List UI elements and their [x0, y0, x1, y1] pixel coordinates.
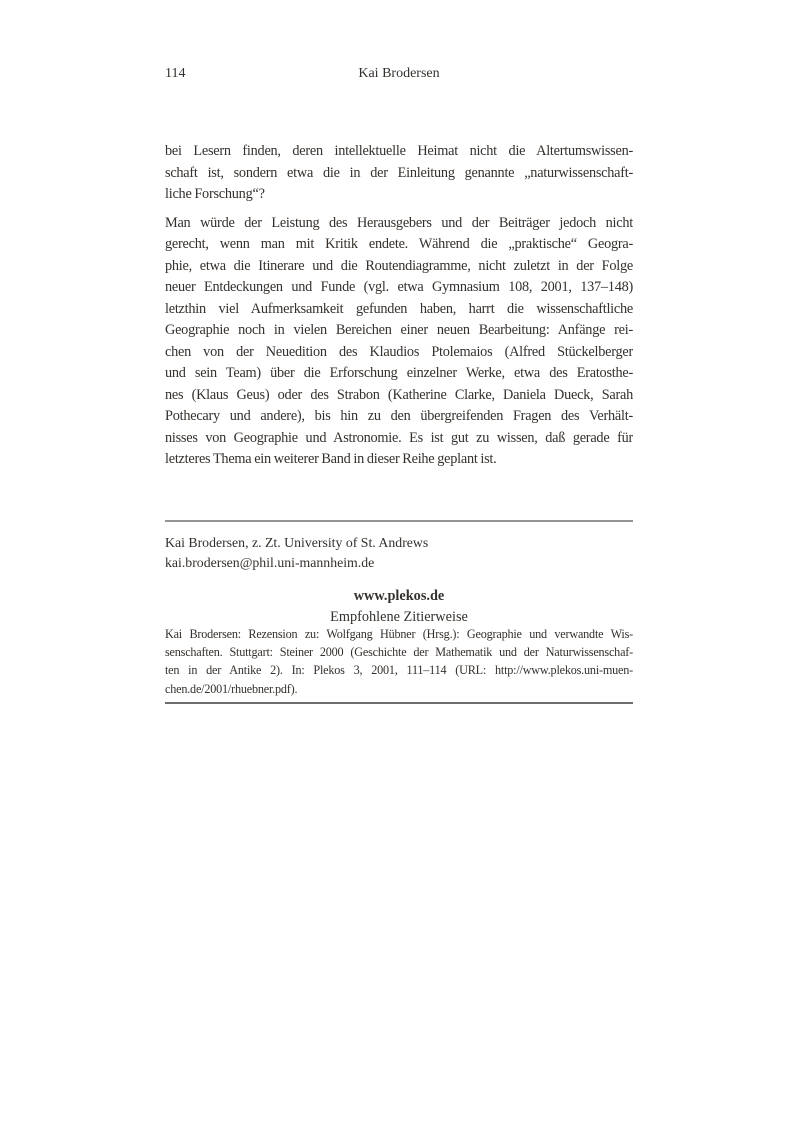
author-affiliation-line: Kai Brodersen, z. Zt. University of St. Andrews — [165, 535, 429, 550]
text-line: Pothecary und andere), bis hin zu den übergreifenden Fragen des Verhält- — [165, 408, 633, 424]
author-email-line: kai.brodersen@phil.uni-mannheim.de — [165, 554, 375, 570]
citation-heading: Empfohlene Zitierweise — [330, 609, 468, 625]
citation-block — [165, 625, 633, 698]
text-line: Geographie noch in vielen Bereichen einer neuen Bearbeitung: Anfänge rei- — [165, 322, 633, 338]
text-line: schaft ist, sondern etwa die in der Einleitung genannte „naturwissenschaft- — [165, 164, 633, 181]
text-line: nisses von Geographie und Astronomie. Es ist gut zu wissen, daß gerade für — [165, 429, 633, 446]
text-line: ten in der Antike 2). In: Plekos 3, 2001, 111–114 (URL: http://www.plekos.uni-muen- — [165, 663, 633, 678]
text-line: bei Lesern finden, deren intellektuelle Heimat nicht die Altertumswissen- — [165, 143, 633, 159]
text-line: und sein Team) über die Erforschung einzelner Werke, etwa des Eratosthe- — [165, 365, 633, 381]
text-line: gerecht, wenn man mit Kritik endete. Während die „praktische“ Geogra- — [165, 236, 633, 252]
page-number: 114 — [165, 66, 186, 81]
text-line: liche Forschung“? — [165, 186, 265, 202]
running-header — [165, 66, 633, 84]
text-line: nes (Klaus Geus) oder des Strabon (Katherine Clarke, Daniela Dueck, Sarah — [165, 386, 633, 403]
text-line: Man würde der Leistung des Herausgebers und der Beiträger jedoch nicht — [165, 214, 633, 231]
paragraph — [165, 213, 633, 471]
body-text — [165, 141, 633, 478]
text-line: letzthin viel Aufmerksamkeit gefunden haben, harrt die wissenschaftliche — [165, 300, 633, 317]
running-title: Kai Brodersen — [358, 66, 440, 81]
journal-site-title: www.plekos.de — [353, 588, 445, 604]
divider-rule-top — [165, 520, 633, 522]
text-line: chen von der Neuedition des Klaudios Ptolemaios (Alfred Stückelberger — [165, 343, 633, 360]
text-line: phie, etwa die Itinerare und die Routendiagramme, nicht zuletzt in der Folge — [165, 257, 633, 274]
paragraph — [165, 141, 633, 206]
text-line: letzteres Thema ein weiterer Band in dieser Reihe geplant ist. — [165, 451, 497, 467]
text-line: chen.de/2001/rhuebner.pdf). — [165, 681, 298, 696]
divider-rule-bottom — [165, 702, 633, 704]
text-line: Kai Brodersen: Rezension zu: Wolfgang Hübner (Hrsg.): Geographie und verwandte Wis- — [165, 627, 633, 641]
text-line: neuer Entdeckungen und Funde (vgl. etwa Gymnasium 108, 2001, 137–148) — [165, 279, 633, 295]
text-line: senschaften. Stuttgart: Steiner 2000 (Geschichte der Mathematik und der Naturwissenschaf- — [165, 645, 633, 660]
author-contact-block — [165, 533, 633, 572]
